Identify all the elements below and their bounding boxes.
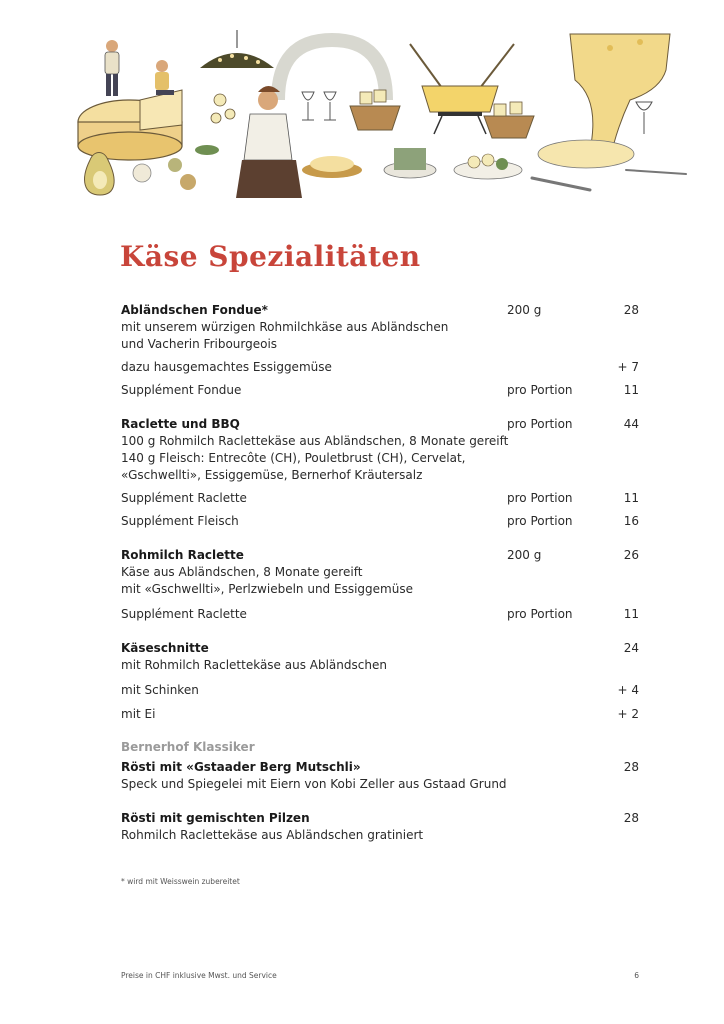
item-quantity: pro Portion [507,514,573,528]
item-price: + 2 [617,707,639,721]
page-title: Käse Spezialitäten [120,240,421,273]
item-name: Supplément Fleisch [121,514,239,528]
waitress-icon [236,86,362,198]
item-price: 11 [623,383,639,397]
item-quantity: 200 g [507,303,542,317]
item-description: 100 g Rohmilch Raclettekäse aus Abländschen, 8 Monate gereift [121,434,509,448]
item-price: 11 [623,607,639,621]
item-name: mit Ei [121,707,156,721]
item-price: 28 [623,811,639,825]
item-name: Abländschen Fondue* [121,303,268,317]
cheese-illustration-banner [70,30,690,198]
cheese-wheel-icon [78,90,182,160]
item-price: 28 [623,303,639,317]
page-number: 6 [634,971,639,980]
item-price: 44 [623,417,639,431]
item-price: 16 [623,514,639,528]
stone-arch-icon [278,40,386,100]
menu-item-rohmilch-raclette [121,547,639,598]
item-price: 28 [623,760,639,774]
menu-item-bbq-supplement-raclette [121,490,639,507]
menu-item-ei [121,706,639,723]
item-description: 140 g Fleisch: Entrecôte (CH), Pouletbrust (CH), Cervelat, [121,451,466,465]
man-with-glass-icon [105,40,119,96]
flower-icon [211,94,235,123]
menu-item-fondue-extra [121,359,639,376]
item-name: Rösti mit «Gstaader Berg Mutschli» [121,760,361,774]
menu-item-raclette-bbq [121,416,639,484]
item-quantity: pro Portion [507,383,573,397]
menu-item-fondue [121,302,639,353]
item-price: + 4 [617,683,639,697]
item-name: Raclette und BBQ [121,417,240,431]
item-quantity: pro Portion [507,417,573,431]
item-price: 26 [623,548,639,562]
melting-raclette-icon [538,34,670,168]
hanging-lamp-icon [200,30,274,68]
menu-item-roesti-mutschli [121,759,639,793]
footer-text: Preise in CHF inklusive Mwst. und Service [121,971,277,980]
item-description: «Gschwellti», Essiggemüse, Bernerhof Kräutersalz [121,468,423,482]
item-name: dazu hausgemachtes Essiggemüse [121,360,332,374]
item-name: Supplément Raclette [121,607,247,621]
item-name: Supplément Raclette [121,491,247,505]
onion-icon [180,174,196,190]
item-name: Käseschnitte [121,641,209,655]
menu-item-schinken [121,682,639,699]
woman-with-glass-icon [155,60,174,95]
section-heading-klassiker: Bernerhof Klassiker [121,740,255,754]
onion-icon [168,158,182,172]
menu-item-rohmilch-supplement [121,606,639,623]
item-description: Speck und Spiegelei mit Eiern von Kobi Zeller aus Gstaad Grund [121,777,507,791]
item-price: 11 [623,491,639,505]
vegetable-plate-icon [384,148,522,179]
menu-item-fondue-supplement [121,382,639,399]
item-description: mit unserem würzigen Rohmilchkäse aus Abländschen [121,320,449,334]
item-description: Rohmilch Raclettekäse aus Abländschen gratiniert [121,828,424,842]
item-quantity: pro Portion [507,491,573,505]
footnote: * wird mit Weisswein zubereitet [121,877,240,886]
menu-item-kaeseschnitte [121,640,639,674]
menu-item-bbq-supplement-fleisch [121,513,639,530]
item-name: Rösti mit gemischten Pilzen [121,811,310,825]
item-quantity: 200 g [507,548,542,562]
item-name: Supplément Fondue [121,383,242,397]
fork-icon [626,170,686,174]
item-name: mit Schinken [121,683,199,697]
wine-glasses-icon [302,92,336,120]
menu-item-roesti-pilze [121,810,639,844]
item-name: Rohmilch Raclette [121,548,244,562]
item-quantity: pro Portion [507,607,573,621]
item-description: mit «Gschwellti», Perlzwiebeln und Essiggemüse [121,582,413,596]
item-price: 24 [623,641,639,655]
item-price: + 7 [617,360,639,374]
knife-icon [532,178,590,190]
item-description: mit Rohmilch Raclettekäse aus Abländschen [121,658,387,672]
page-footer [121,971,639,980]
item-description: und Vacherin Fribourgeois [121,337,278,351]
pickle-icon [195,145,219,155]
item-description: Käse aus Abländschen, 8 Monate gereift [121,565,363,579]
garlic-icon [133,164,151,182]
